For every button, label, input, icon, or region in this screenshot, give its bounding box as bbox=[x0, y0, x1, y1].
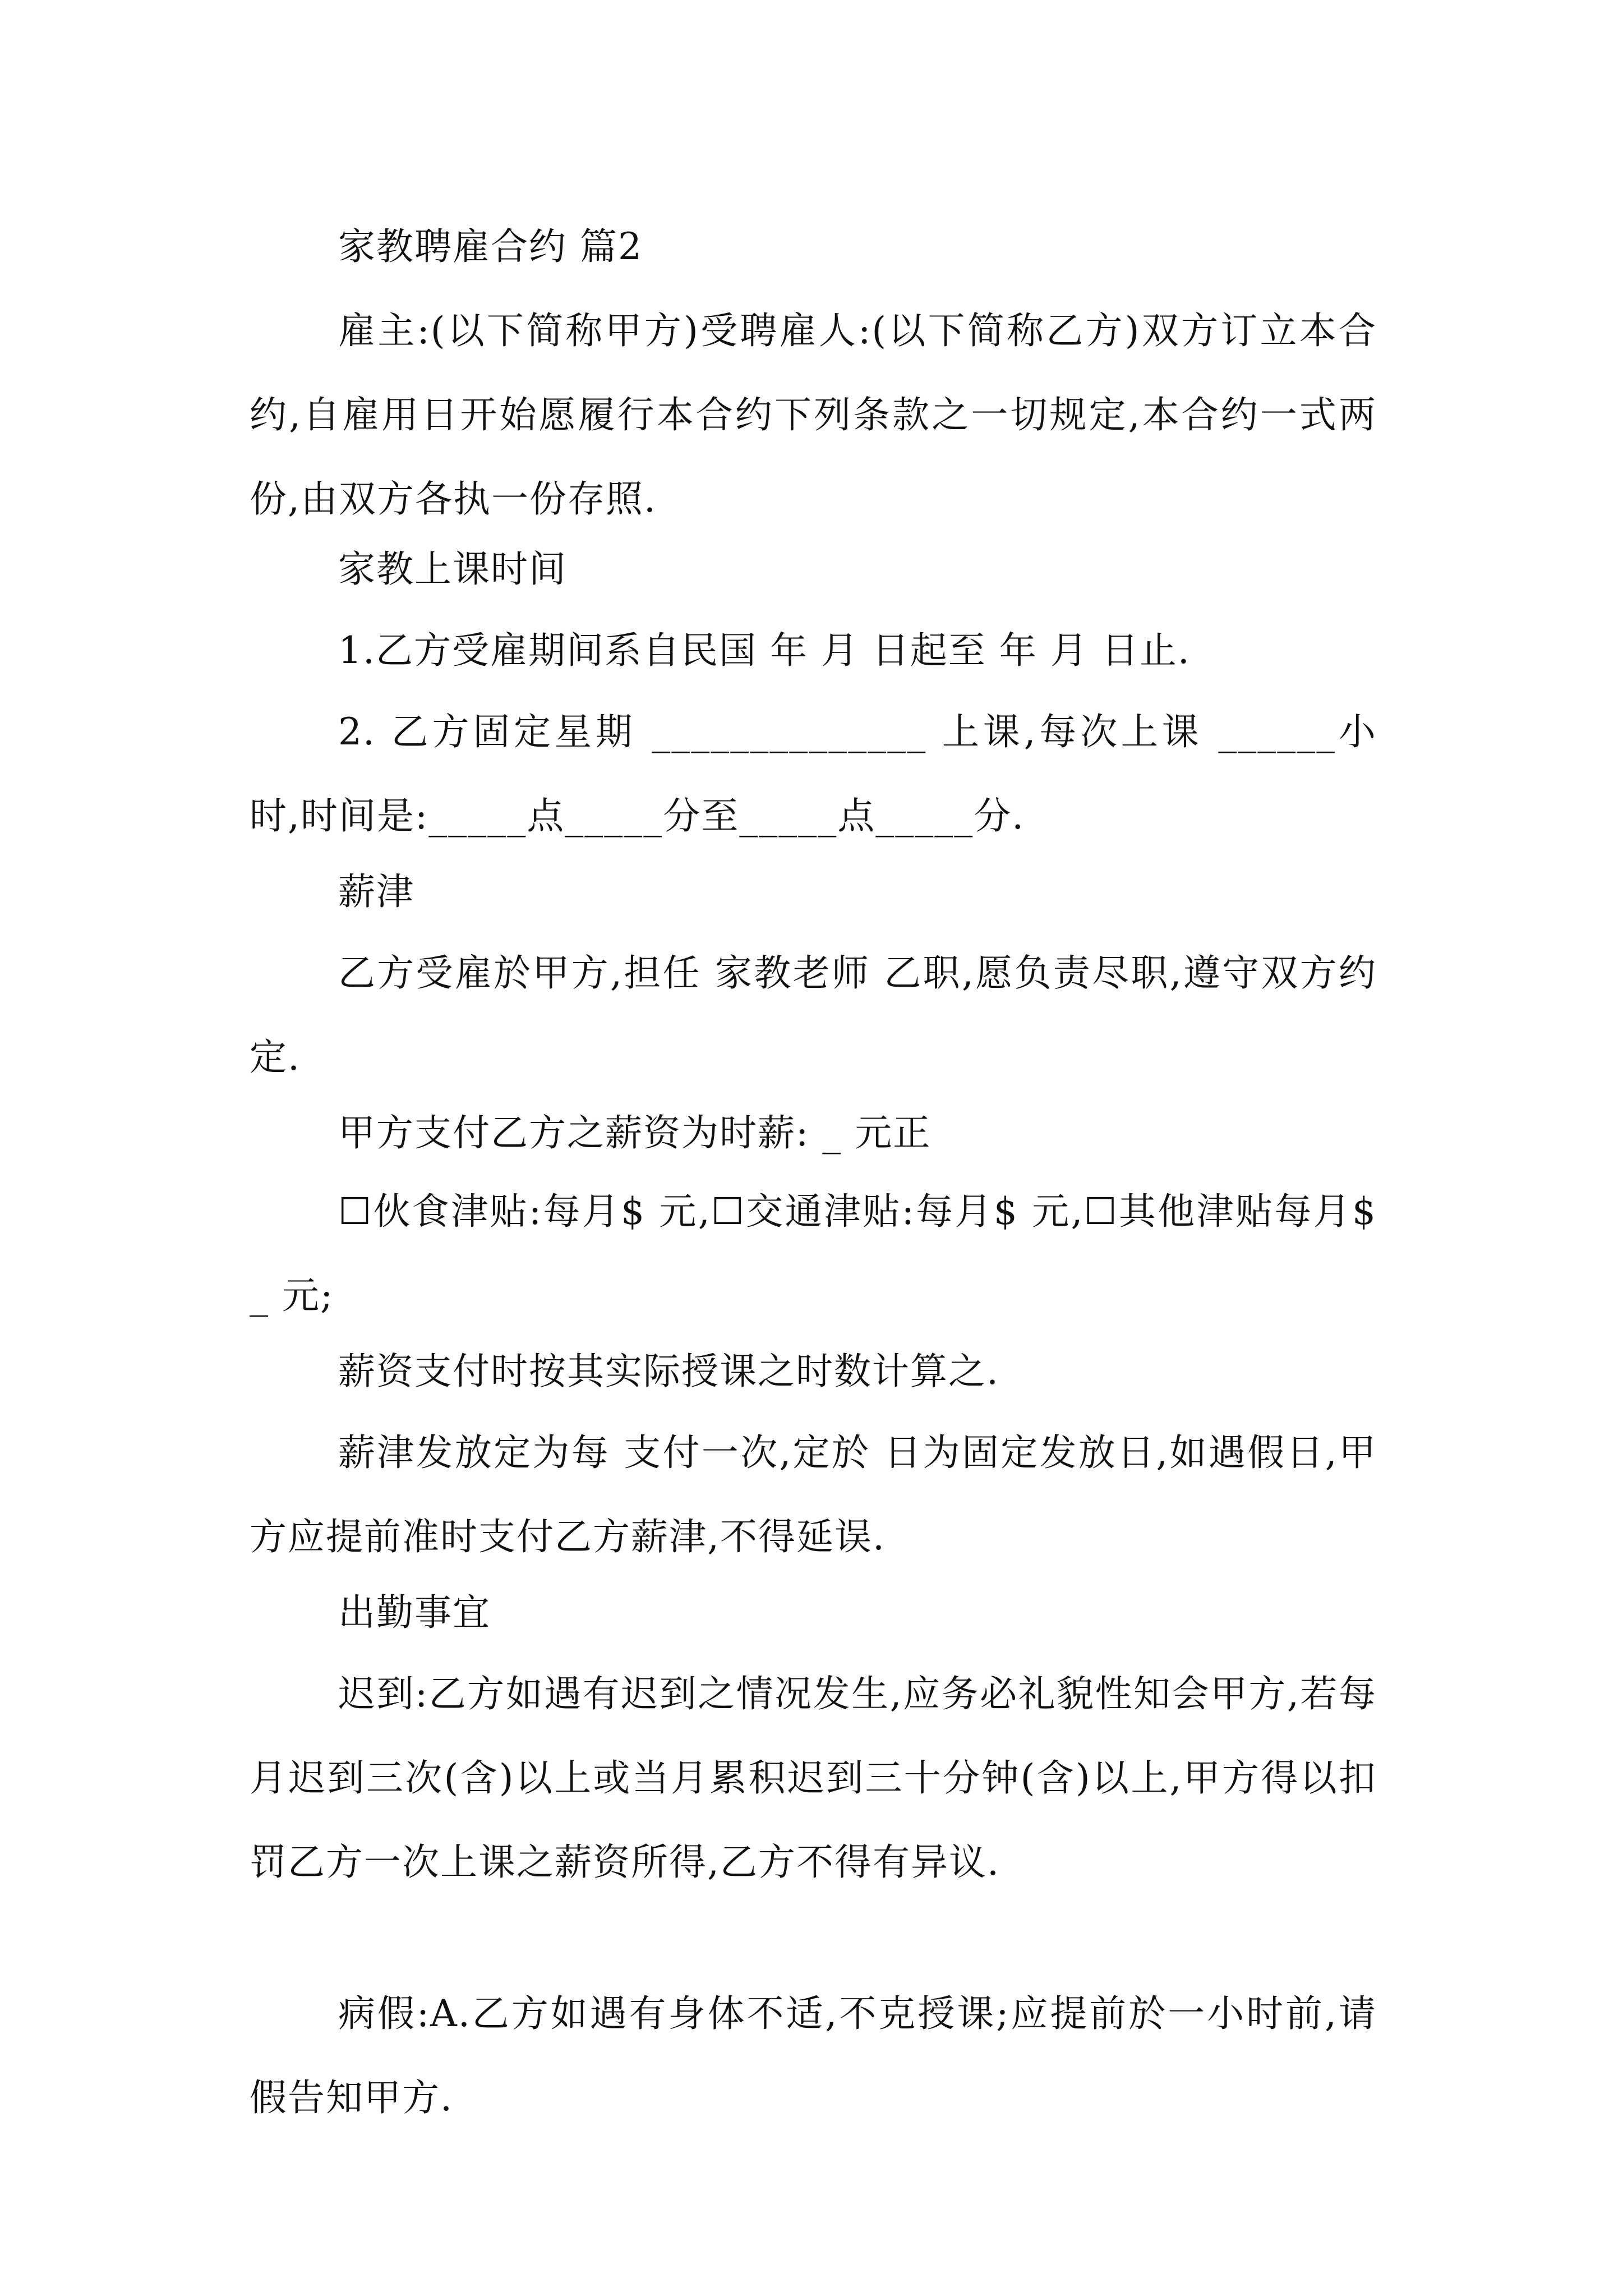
section-heading-salary: 薪津 bbox=[338, 870, 414, 913]
paragraph-weekly-schedule: 2. 乙方固定星期 ______________ 上课,每次上课 ______小时,时间是:_____点_____分至_____点_____分. bbox=[250, 710, 1377, 838]
paragraph-calculation: 薪资支付时按其实际授课之时数计算之. bbox=[338, 1350, 999, 1393]
paragraph-allowances: ☐伙食津贴:每月$ 元,☐交通津贴:每月$ 元,☐其他津贴每月$ _ 元; bbox=[250, 1190, 1377, 1317]
paragraph-payment: 薪津发放定为每 支付一次,定於 日为固定发放日,如遇假日,甲方应提前准时支付乙方薪津,不得延误. bbox=[250, 1431, 1377, 1558]
paragraph-sick-leave: 病假:A.乙方如遇有身体不适,不克授课;应提前於一小时前,请假告知甲方. bbox=[250, 1992, 1377, 2119]
section-heading-attendance: 出勤事宜 bbox=[338, 1591, 491, 1634]
section-heading-schedule: 家教上课时间 bbox=[338, 547, 567, 591]
paragraph-position: 乙方受雇於甲方,担任 家教老师 乙职,愿负责尽职,遵守双方约定. bbox=[250, 951, 1377, 1079]
paragraph-hourly-wage: 甲方支付乙方之薪资为时薪: _ 元正 bbox=[338, 1111, 932, 1154]
paragraph-parties: 雇主:(以下简称甲方)受聘雇人:(以下简称乙方)双方订立本合约,自雇用日开始愿履行本合约下列条款之一切规定,本合约一式两份,由双方各执一份存照. bbox=[250, 309, 1377, 521]
paragraph-term: 1.乙方受雇期间系自民国 年 月 日起至 年 月 日止. bbox=[338, 629, 1191, 672]
document-title: 家教聘雇合约 篇2 bbox=[338, 225, 643, 268]
paragraph-lateness: 迟到:乙方如遇有迟到之情况发生,应务必礼貌性知会甲方,若每月迟到三次(含)以上或当月累积迟到三十分钟(含)以上,甲方得以扣罚乙方一次上课之薪资所得,乙方不得有异议. bbox=[250, 1672, 1377, 1884]
